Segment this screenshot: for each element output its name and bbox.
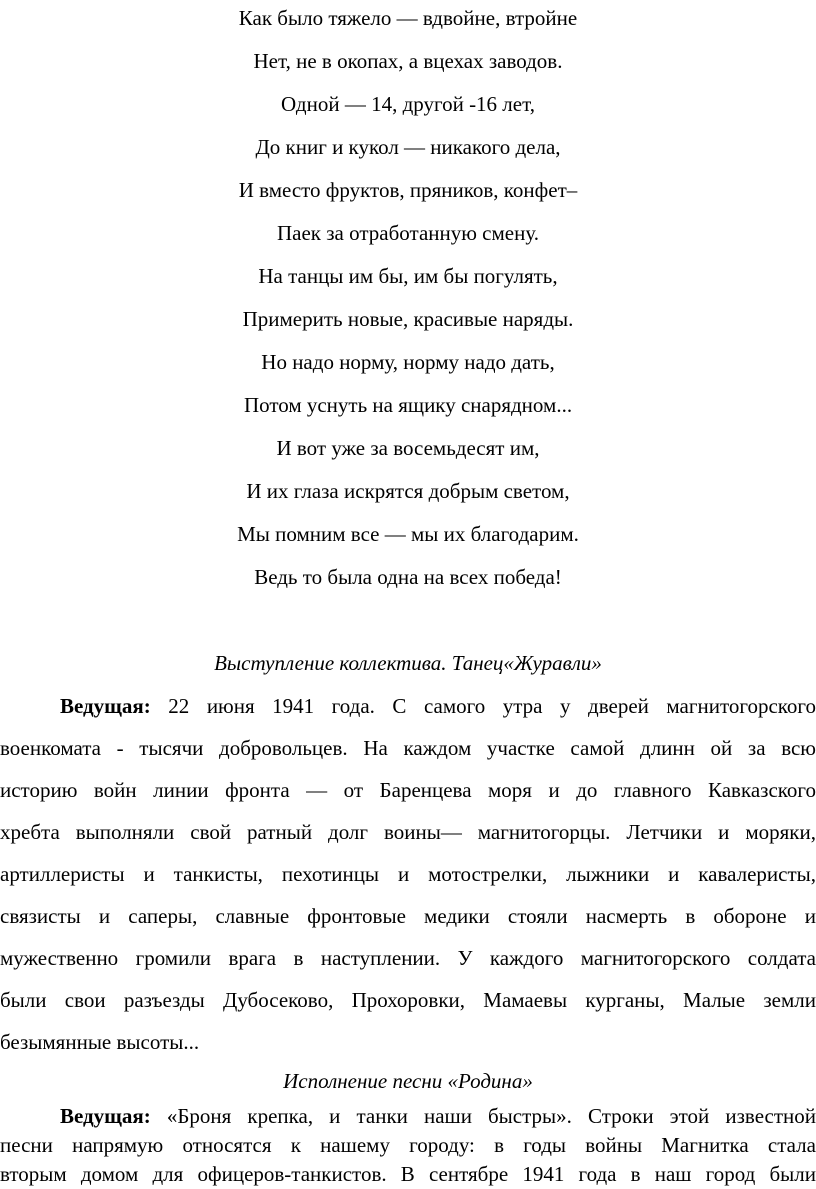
speaker-label: Ведущая:	[60, 694, 151, 718]
paragraph-line: артиллеристы и танкисты, пехотинцы и мотострелки, лыжники и кавалеристы,	[0, 862, 816, 886]
paragraph-first-line	[60, 691, 816, 721]
poem-line: Как было тяжело — вдвойне, втройне	[238, 6, 578, 30]
paragraph-line: связисты и саперы, славные фронтовые медики стояли насмерть в обороне и	[0, 904, 816, 928]
paragraph-line: безымянные высоты...	[0, 1030, 200, 1054]
poem-line: Ведь то была одна на всех победа!	[254, 565, 562, 589]
poem-line: Паек за отработанную смену.	[277, 221, 539, 245]
paragraph-line: хребта выполняли свой ратный долг воины— магнитогорцы. Летчики и моряки,	[0, 820, 816, 844]
section-heading: Исполнение песни «Родина»	[283, 1069, 533, 1093]
paragraph-text: «Броня крепка, и танки наши быстры». Строки этой известной	[166, 1104, 816, 1128]
speaker-label: Ведущая:	[60, 1104, 151, 1128]
paragraph-line: историю войн линии фронта — от Баренцева моря и до главного Кавказского	[0, 778, 816, 802]
poem-line: И вместо фруктов, пряников, конфет–	[238, 178, 578, 202]
poem-line: Мы помним все — мы их благодарим.	[237, 522, 579, 546]
poem-line: И их глаза искрятся добрым светом,	[246, 479, 570, 503]
paragraph-line: мужественно громили врага в наступлении. У каждого магнитогорского солдата	[0, 946, 816, 970]
paragraph-text: 22 июня 1941 года. С самого утра у дверей магнитогорского	[168, 694, 816, 718]
paragraph-line: вторым домом для офицеров-танкистов. В сентябре 1941 года в наш город были	[0, 1162, 816, 1186]
poem-line: Примерить новые, красивые наряды.	[242, 307, 574, 331]
poem-line: Но надо норму, норму надо дать,	[261, 350, 555, 374]
paragraph-line: военкомата - тысячи добровольцев. На каждом участке самой длинн ой за всю	[0, 736, 816, 760]
poem-line: До книг и кукол — никакого дела,	[255, 135, 561, 159]
poem-line: Потом уснуть на ящику снарядном...	[243, 393, 573, 417]
poem-line: И вот уже за восемьдесят им,	[276, 436, 540, 460]
poem-line: Одной — 14, другой -16 лет,	[281, 92, 535, 116]
paragraph-line: были свои разъезды Дубосеково, Прохоровки, Мамаевы курганы, Малые земли	[0, 988, 816, 1012]
paragraph-first-line	[60, 1101, 816, 1131]
poem-line: Нет, не в окопах, а вцехах заводов.	[253, 49, 563, 73]
paragraph-line: песни напрямую относятся к нашему городу: в годы войны Магнитка стала	[0, 1133, 816, 1157]
section-heading: Выступление коллектива. Танец«Журавли»	[214, 651, 602, 675]
poem-line: На танцы им бы, им бы погулять,	[258, 264, 558, 288]
